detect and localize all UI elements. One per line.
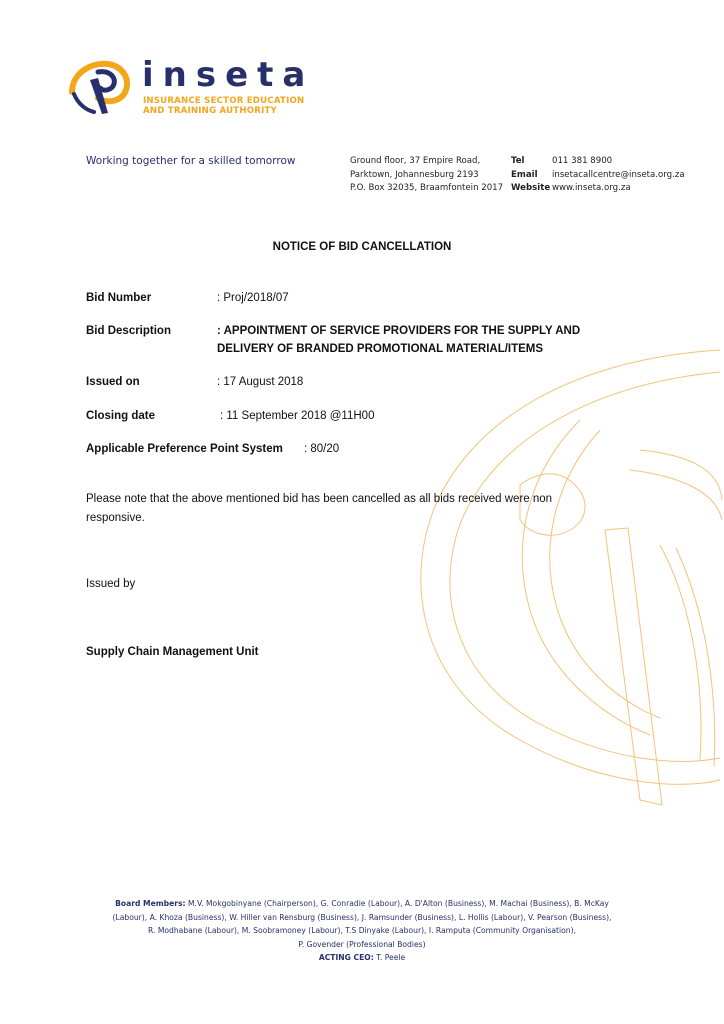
ceo-label: ACTING CEO: xyxy=(318,953,374,963)
address-line: Ground floor, 37 Empire Road, xyxy=(350,156,481,166)
signatory-unit: Supply Chain Management Unit xyxy=(86,646,259,658)
contact-label: Website xyxy=(511,183,551,193)
message-line: responsive. xyxy=(86,512,145,524)
inseta-logo-icon xyxy=(68,58,132,118)
board-line: R. Modhabane (Labour), M. Soobramoney (Labour), T.S Dinyake (Labour), I. Ramputa (Community Organisation), xyxy=(148,926,576,936)
email-link[interactable]: insetacallcentre@inseta.org.za xyxy=(552,169,685,180)
notice-title: NOTICE OF BID CANCELLATION xyxy=(272,241,452,253)
closing-date-label: Closing date xyxy=(86,410,156,422)
brand-subtitle-line2: AND TRAINING AUTHORITY xyxy=(143,106,277,116)
address-line: P.O. Box 32035, Braamfontein 2017 xyxy=(350,183,504,193)
ceo-line xyxy=(60,951,664,965)
closing-date-value: : 11 September 2018 @11H00 xyxy=(220,410,375,422)
contact-label: Email xyxy=(511,169,538,180)
tel-value: 011 381 8900 xyxy=(552,156,613,166)
bid-number-label: Bid Number xyxy=(86,292,152,304)
contact-website xyxy=(511,182,685,196)
board-members-text: M.V. Mokgobinyane (Chairperson), G. Conradie (Labour), A. D'Alton (Business), M. Machai (Business), B. McKay xyxy=(187,899,609,908)
bid-description-label: Bid Description xyxy=(86,325,171,337)
issued-on-value: : 17 August 2018 xyxy=(217,376,304,388)
issued-on-label: Issued on xyxy=(86,376,140,388)
tagline: Working together for a skilled tomorrow xyxy=(86,155,296,167)
ceo-name: T. Peele xyxy=(376,953,406,963)
bid-description-line1: : APPOINTMENT OF SERVICE PROVIDERS FOR THE SUPPLY AND xyxy=(217,325,581,337)
bid-description-line2: DELIVERY OF BRANDED PROMOTIONAL MATERIAL/ITEMS xyxy=(217,343,544,355)
preference-label: Applicable Preference Point System xyxy=(86,443,283,455)
preference-value: : 80/20 xyxy=(304,443,340,455)
brand-subtitle xyxy=(143,96,304,116)
board-members-label: Board Members: xyxy=(115,899,186,908)
website-link[interactable]: www.inseta.org.za xyxy=(552,183,631,193)
board-line: P. Govender (Professional Bodies) xyxy=(298,939,426,949)
contact-email xyxy=(511,169,685,183)
address-line: Parktown, Johannesburg 2193 xyxy=(350,169,479,180)
cancellation-message xyxy=(86,490,606,528)
board-members-footer xyxy=(60,897,664,965)
message-line: Please note that the above mentioned bid has been cancelled as all bids received were non xyxy=(86,493,553,505)
contact-label: Tel xyxy=(511,156,525,166)
brand-subtitle-line1: INSURANCE SECTOR EDUCATION xyxy=(143,96,305,106)
bid-number-value: : Proj/2018/07 xyxy=(217,292,289,304)
board-line: (Labour), A. Khoza (Business), W. Hiller van Rensburg (Business), J. Ramsunder (Business), L. Hollis (Labour), V. Pearson (Business), xyxy=(112,912,612,922)
issued-by-text: Issued by xyxy=(86,578,136,590)
contact-tel xyxy=(511,155,685,169)
board-line xyxy=(60,897,664,911)
postal-address xyxy=(350,155,503,196)
brand-name: inseta xyxy=(142,55,315,95)
contact-details xyxy=(511,155,685,196)
